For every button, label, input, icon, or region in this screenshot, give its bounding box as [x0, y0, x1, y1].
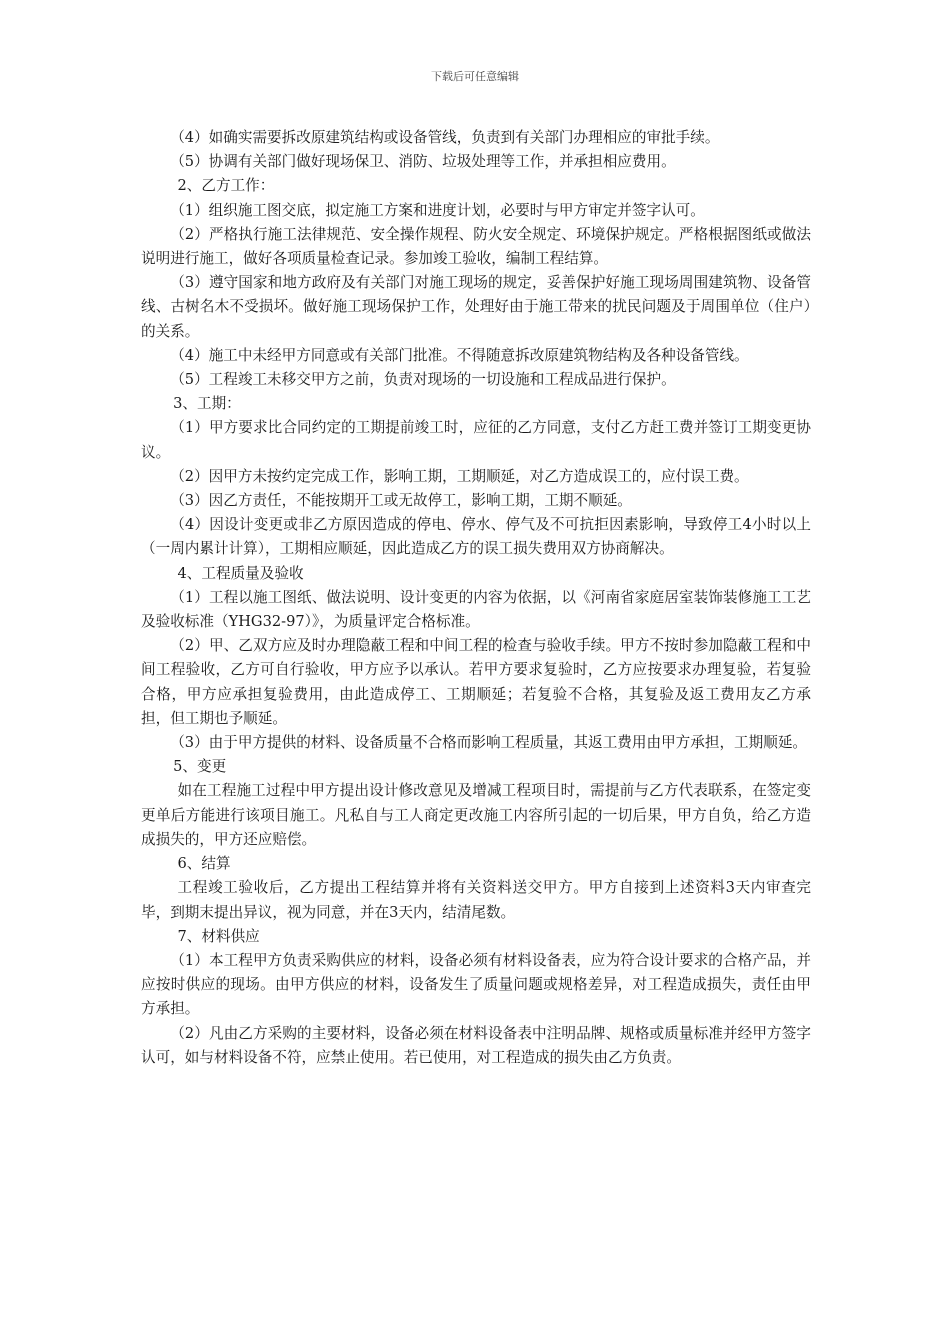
page-header: 下载后可任意编辑: [431, 70, 519, 83]
paragraph: 7、材料供应: [177, 927, 260, 945]
paragraph: （3）因乙方责任，不能按期开工或无故停工，影响工期，工期不顺延。: [170, 492, 632, 510]
paragraph: 如在工程施工过程中甲方提出设计修改意见及增减工程项目时，需提前与乙方代表联系，在签定变更单后方能进行该项目施工。凡私自与工人商定更改施工内容所引起的一切后果，甲方自负，给乙方造成损失的，甲方还应赔偿。: [141, 782, 811, 848]
document-body: [141, 126, 811, 1070]
paragraph: （1）组织施工图交底，拟定施工方案和进度计划，必要时与甲方审定并签字认可。: [170, 201, 705, 219]
paragraph: （5）工程竣工未移交甲方之前，负责对现场的一切设施和工程成品进行保护。: [170, 371, 676, 389]
paragraph: （3）遵守国家和地方政府及有关部门对施工现场的规定，妥善保护好施工现场周围建筑物、设备管线、古树名木不受损坏。做好施工现场保护工作，处理好由于施工带来的扰民问题及于周围单位（住户）的关系。: [141, 274, 811, 340]
paragraph: （2）凡由乙方采购的主要材料，设备必须在材料设备表中注明品牌、规格或质量标准并经甲方签字认可，如与材料设备不符，应禁止使用。若已使用，对工程造成的损失由乙方负责。: [141, 1024, 811, 1066]
paragraph: （2）因甲方未按约定完成工作，影响工期，工期顺延，对乙方造成误工的，应付误工费。: [170, 467, 749, 485]
paragraph: （4）如确实需要拆改原建筑结构或设备管线，负责到有关部门办理相应的审批手续。: [170, 129, 720, 146]
paragraph: （4）因设计变更或非乙方原因造成的停电、停水、停气及不可抗拒因素影响，导致停工4小时以上（一周内累计计算），工期相应顺延，因此造成乙方的误工损失费用双方协商解决。: [141, 516, 811, 558]
paragraph: 工程竣工验收后，乙方提出工程结算并将有关资料送交甲方。甲方自接到上述资料3天内审查完毕，到期末提出异议，视为同意，并在3天内，结清尾数。: [141, 879, 811, 921]
paragraph: （2）严格执行施工法律规范、安全操作规程、防火安全规定、环境保护规定。严格根据图纸或做法说明进行施工，做好各项质量检查记录。参加竣工验收，编制工程结算。: [141, 225, 811, 268]
paragraph: （1）工程以施工图纸、做法说明、设计变更的内容为依据，以《河南省家庭居室装饰装修施工工艺及验收标准（YHG32-97）》，为质量评定合格标准。: [141, 588, 811, 631]
paragraph: 5、变更: [173, 758, 227, 776]
paragraph: 4、工程质量及验收: [177, 564, 304, 582]
paragraph: （5）协调有关部门做好现场保卫、消防、垃圾处理等工作，并承担相应费用。: [170, 153, 676, 171]
paragraph: 6、结算: [177, 855, 231, 873]
paragraph: 3、工期：: [173, 395, 241, 413]
paragraph: 2、乙方工作：: [177, 177, 275, 195]
paragraph: （1）本工程甲方负责采购供应的材料，设备必须有材料设备表，应为符合设计要求的合格产品，并应按时供应的现场。由甲方供应的材料，设备发生了质量问题或规格差异，对工程造成损失，责任由甲方承担。: [141, 951, 811, 1018]
paragraph: （4）施工中未经甲方同意或有关部门批准。不得随意拆改原建筑物结构及各种设备管线。: [170, 346, 749, 364]
paragraph: （1）甲方要求比合同约定的工期提前竣工时，应征的乙方同意，支付乙方赶工费并签订工期变更协议。: [141, 419, 811, 461]
paragraph: （3）由于甲方提供的材料、设备质量不合格而影响工程质量，其返工费用由甲方承担，工期顺延。: [170, 734, 808, 752]
paragraph: （2）甲、乙双方应及时办理隐蔽工程和中间工程的检查与验收手续。甲方不按时参加隐蔽工程和中间工程验收，乙方可自行验收，甲方应予以承认。若甲方要求复验时，乙方应按要求办理复验，若复验合格，甲方应承担复验费用，由此造成停工、工期顺延；若复验不合格，其复验及返工费用友乙方承担，但工期也予顺延。: [141, 637, 811, 727]
